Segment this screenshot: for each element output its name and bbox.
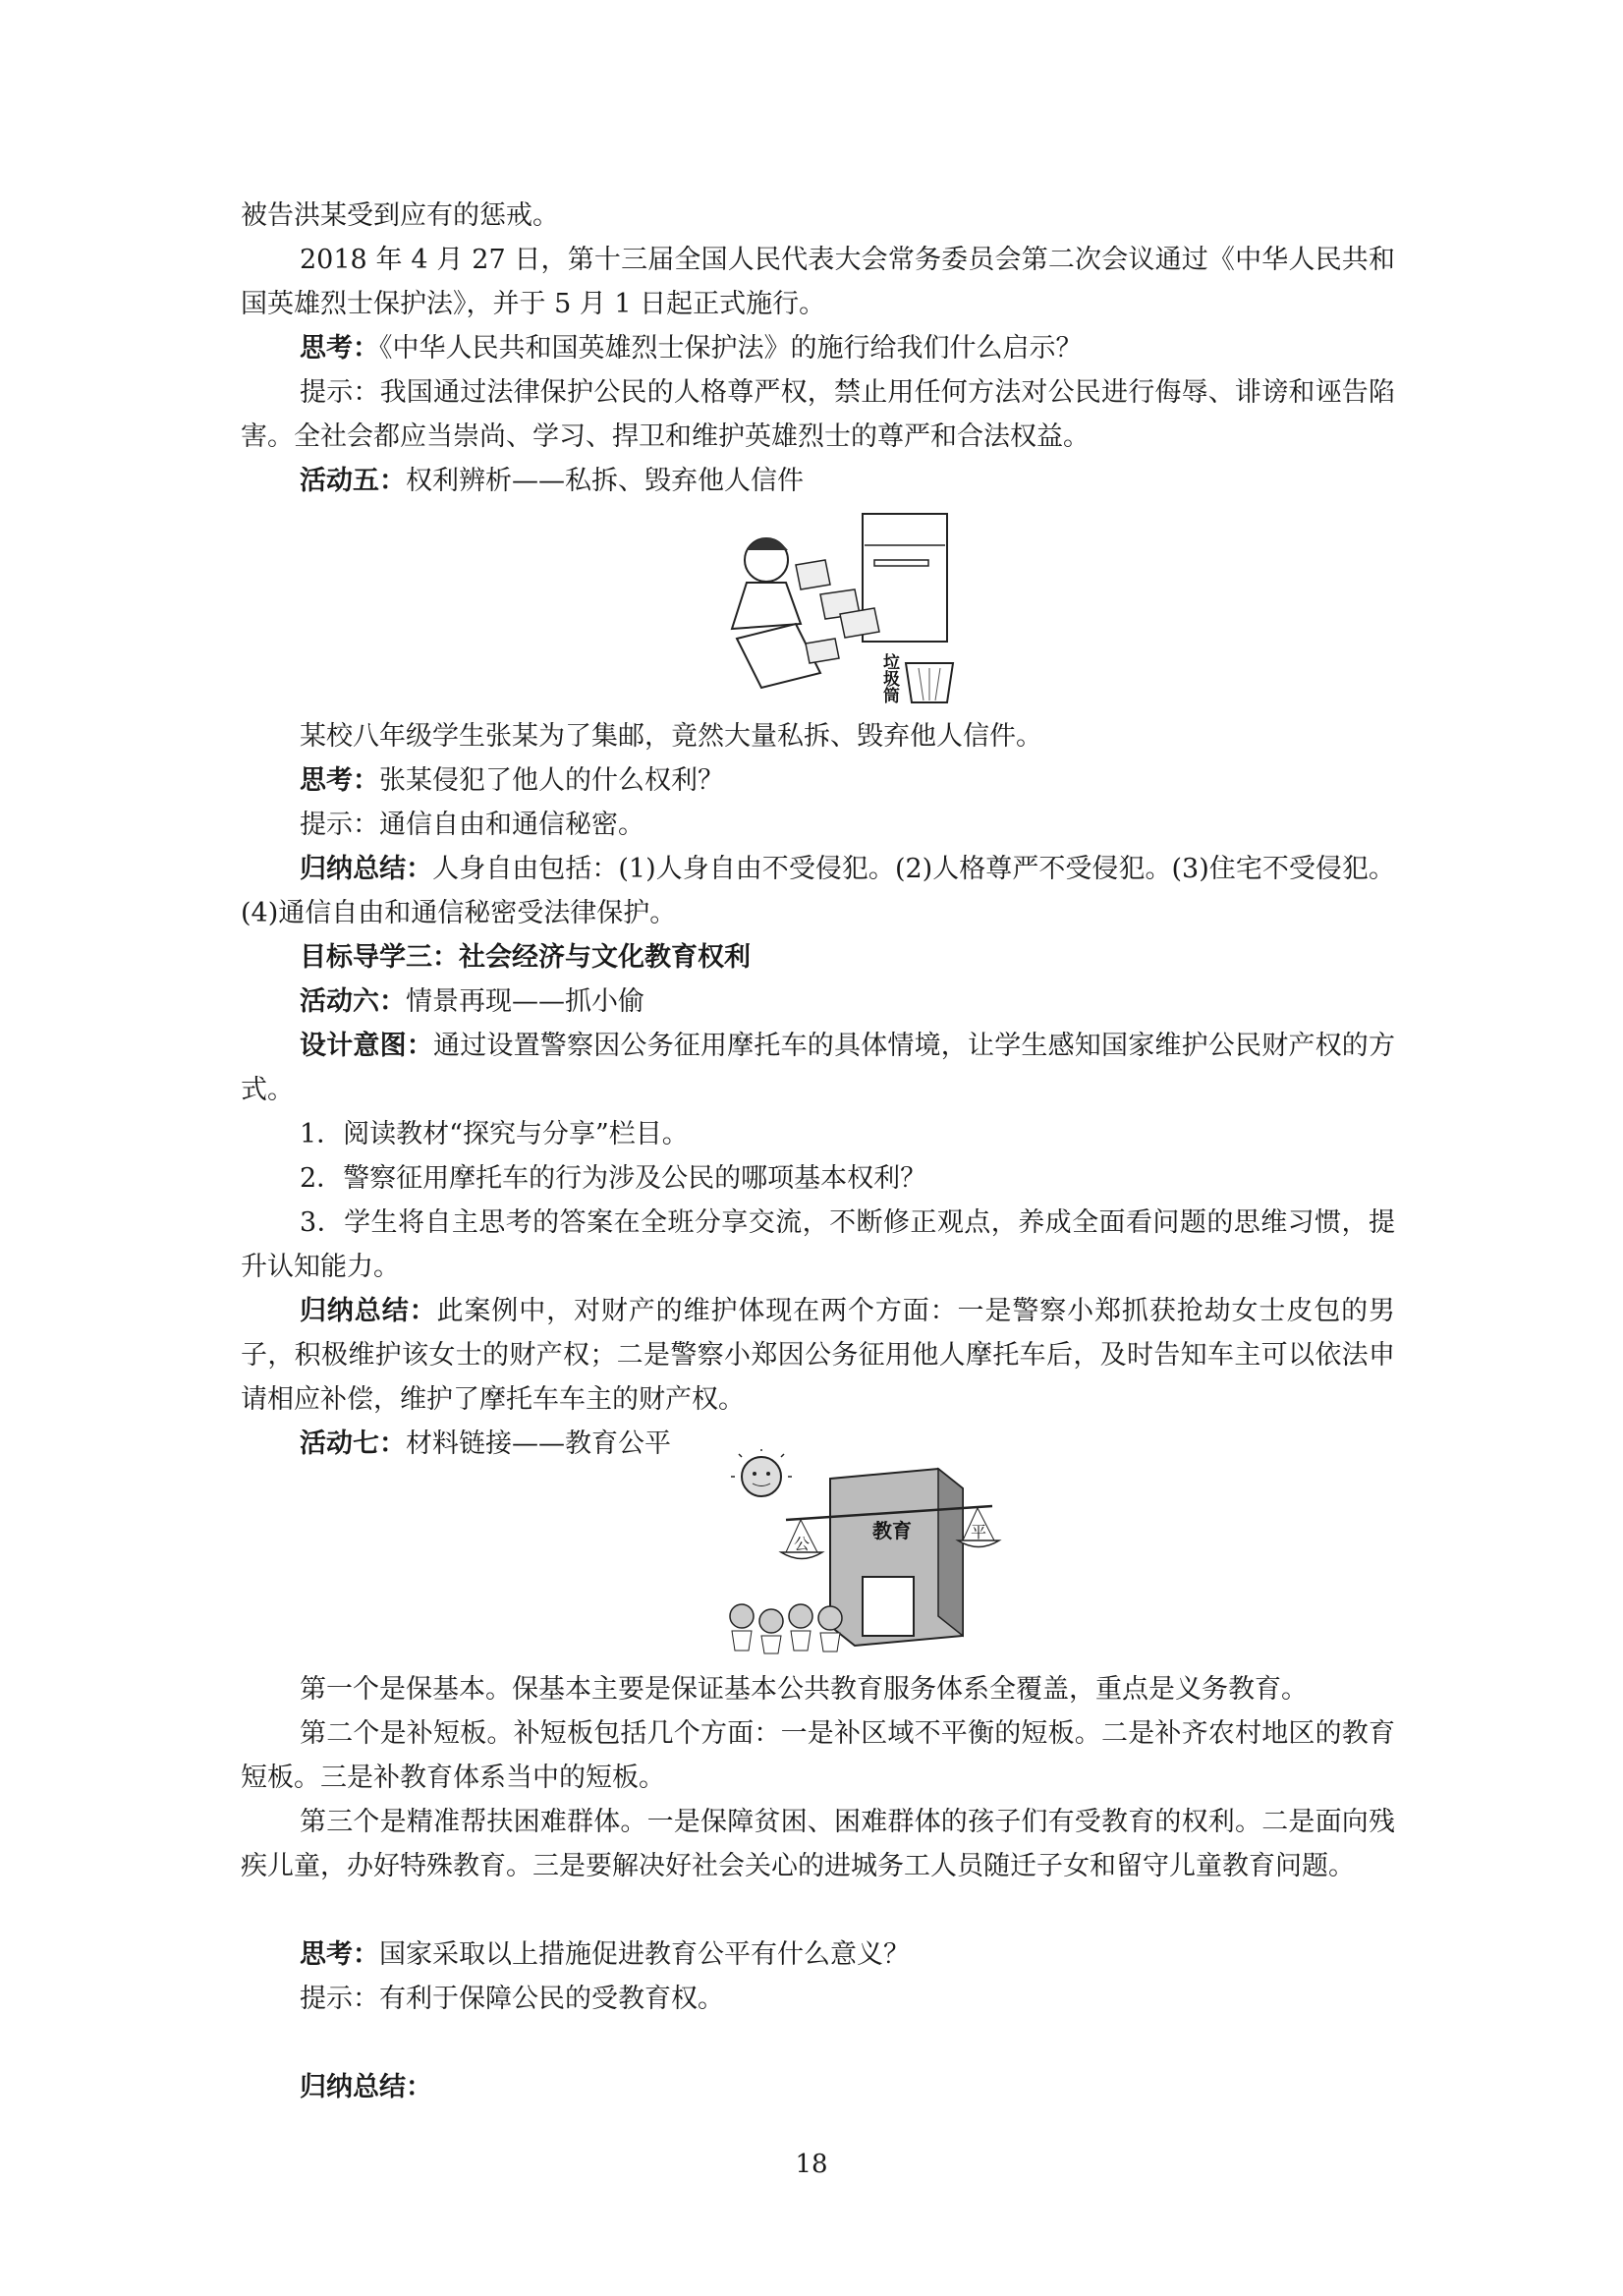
sun-icon <box>742 1457 781 1496</box>
page-number: 18 <box>795 2150 828 2179</box>
paragraph: 2．警察征用摩托车的行为涉及公民的哪项基本权利？ <box>300 1163 927 1194</box>
paragraph: 提示：我国通过法律保护公民的人格尊严权，禁止用任何方法对公民进行侮辱、诽谤和诬告陷害。全社会都应当崇尚、学习、捍卫和维护英雄烈士的尊严和合法权益。 <box>241 377 1395 452</box>
label: 活动五： <box>300 466 406 496</box>
section-heading: 目标导学三：社会经济与文化教育权利 <box>300 942 751 973</box>
scale-right-char: 平 <box>971 1523 987 1541</box>
paragraph: 被告洪某受到应有的惩戒。 <box>241 200 559 231</box>
paragraph: 第一个是保基本。保基本主要是保证基本公共教育服务体系全覆盖，重点是义务教育。 <box>300 1674 1308 1705</box>
paragraph: 2018 年 4 月 27 日，第十三届全国人民代表大会常务委员会第二次会议通过《中华人民共和国英雄烈士保护法》，并于 5 月 1 日起正式施行。 <box>241 245 1395 319</box>
label: 活动七： <box>300 1428 406 1459</box>
label: 思考： <box>300 333 379 364</box>
paragraph: 活动七：材料链接——教育公平 <box>300 1428 671 1459</box>
paragraph: 思考：张某侵犯了他人的什么权利？ <box>300 765 724 796</box>
trash-label: 垃圾筒 <box>879 653 899 703</box>
paragraph: 活动五：权利辨析——私拆、毁弃他人信件 <box>300 466 804 496</box>
paragraph: 归纳总结：人身自由包括：(1)人身自由不受侵犯。(2)人格尊严不受侵犯。(3)住宅不受侵犯。(4)通信自由和通信秘密受法律保护。 <box>241 854 1395 928</box>
label: 归纳总结： <box>300 1296 437 1326</box>
label: 归纳总结： <box>300 854 433 884</box>
envelope-icon <box>796 560 830 589</box>
envelope-icon <box>840 608 879 638</box>
scale-left-char: 公 <box>794 1535 811 1553</box>
paragraph: 1．阅读教材“探究与分享”栏目。 <box>300 1119 689 1149</box>
paragraph: 某校八年级学生张某为了集邮，竟然大量私拆、毁弃他人信件。 <box>300 721 1042 752</box>
label: 设计意图： <box>300 1031 433 1061</box>
paragraph: 活动六：情景再现——抓小偷 <box>300 986 644 1017</box>
paragraph: 思考：国家采取以上措施促进教育公平有什么意义？ <box>300 1939 910 1970</box>
paragraph: 第二个是补短板。补短板包括几个方面：一是补区域不平衡的短板。二是补齐农村地区的教育短板。三是补教育体系当中的短板。 <box>241 1718 1395 1793</box>
label: 活动六： <box>300 986 406 1017</box>
label: 思考： <box>300 1939 379 1970</box>
children-icon <box>730 1604 842 1653</box>
door-icon <box>863 1577 914 1636</box>
paragraph: 提示：有利于保障公民的受教育权。 <box>300 1984 724 2014</box>
education-illustration <box>727 1449 1002 1655</box>
summary-heading: 归纳总结： <box>300 2072 432 2102</box>
paragraph: 归纳总结：此案例中，对财产的维护体现在两个方面：一是警察小郑抓获抢劫女士皮包的男子，积极维护该女士的财产权；二是警察小郑因公务征用他人摩托车后，及时告知车主可以依法申请相应补偿，维护了摩托车车主的财产权。 <box>241 1296 1396 1415</box>
label: 思考： <box>300 765 379 796</box>
book-label: 教育 <box>872 1519 912 1542</box>
paragraph: 3．学生将自主思考的答案在全班分享交流，不断修正观点，养成全面看问题的思维习惯，提升认知能力。 <box>241 1207 1395 1282</box>
paragraph: 提示：通信自由和通信秘密。 <box>300 810 644 840</box>
paragraph: 第三个是精准帮扶困难群体。一是保障贫困、困难群体的孩子们有受教育的权利。二是面向残疾儿童，办好特殊教育。三是要解决好社会关心的进城务工人员随迁子女和留守儿童教育问题。 <box>241 1807 1395 1881</box>
paragraph: 思考：《中华人民共和国英雄烈士保护法》的施行给我们什么启示？ <box>300 333 1083 364</box>
mail-illustration <box>727 506 963 707</box>
paragraph: 设计意图：通过设置警察因公务征用摩托车的具体情境，让学生感知国家维护公民财产权的方式。 <box>241 1031 1395 1105</box>
